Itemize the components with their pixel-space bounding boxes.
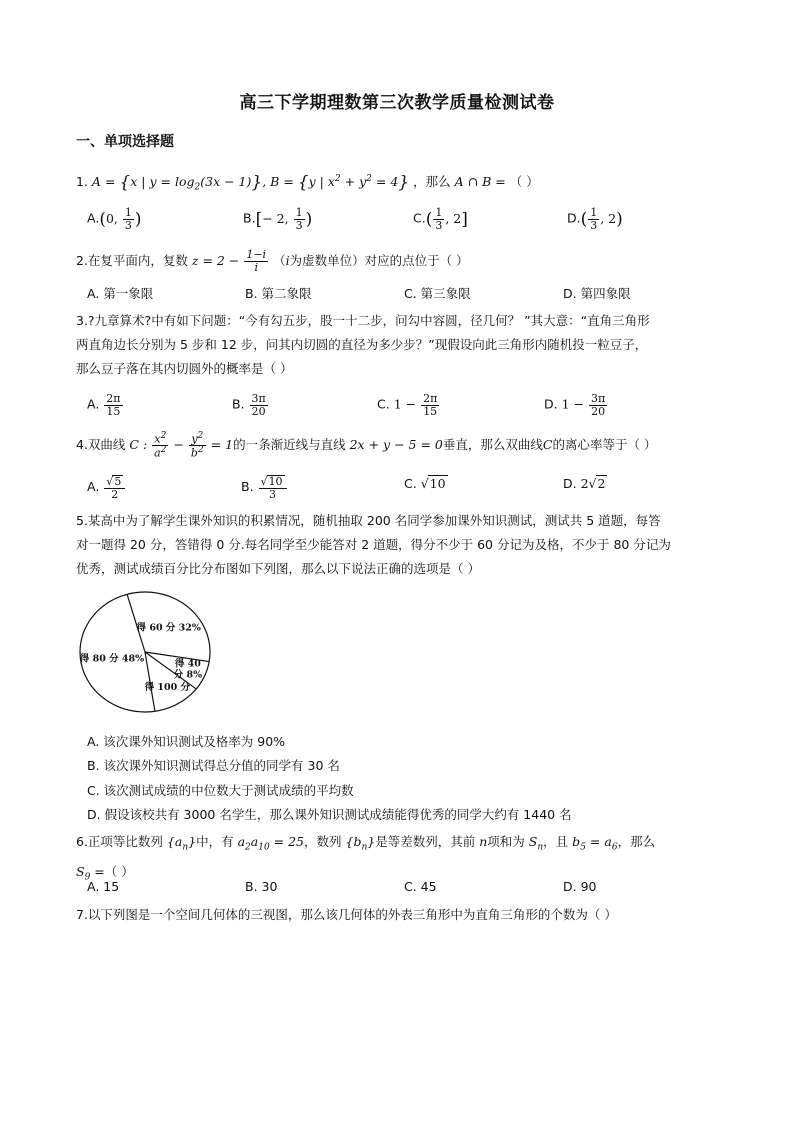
q4-option-c[interactable]: C. √10 — [404, 476, 446, 491]
q4-option-b[interactable]: B. $\frac{√10}{3}$ — [241, 475, 288, 500]
q1-blank: （ ） — [509, 174, 539, 190]
q1-option-b[interactable]: B.[− 2, $\frac{1}{3}$ ) — [243, 206, 313, 232]
q4-option-d[interactable]: D. 2√2 — [563, 476, 606, 491]
q2-imag-unit: i — [285, 253, 290, 268]
q1-option-c[interactable]: C.( $\frac{1}{3}$ , 2] — [413, 206, 468, 232]
q3-line-3: 那么豆子落在其内切圆外的概率是（ ） — [76, 361, 293, 376]
q6-option-d[interactable]: D. 90 — [563, 879, 597, 894]
question-2: 2.在复平面内，复数 z = 2 − $\frac{1-i}{i}$ （i为虚数单位）对应的点位于（ ） — [76, 248, 469, 274]
q4-options — [87, 475, 727, 499]
pie-slice-label: 得 40 分 8% — [173, 658, 203, 681]
question-5 — [76, 509, 726, 581]
score-pie-chart — [78, 590, 213, 715]
page-title: 高三下学期理数第三次教学质量检测试卷 — [239, 93, 555, 113]
q1-set-a: A = {x | $y = \log_2(3x - 1)$}, B = {y | $x^2 + y^2 = 4$} — [91, 172, 410, 193]
q3-line-2: 两直角边长分别为 5 步和 12 步，问其内切圆的直径为多少步？”现假设向此三角形内随机投一粒豆子， — [76, 337, 648, 352]
q2-option-c[interactable]: C. 第三象限 — [404, 286, 471, 301]
q6-options — [87, 879, 727, 903]
q3-option-a[interactable]: A. $\frac{2\pi}{15}$ — [87, 392, 121, 418]
pie-slice-label: 得 80 分 48% — [79, 653, 145, 665]
q6-option-c[interactable]: C. 45 — [404, 879, 437, 894]
section-heading: 一、单项选择题 — [76, 134, 174, 150]
question-6: 6.正项等比数列 $\{a_n\}$中，有 $a_2a_{10} = 25$，数列 $\{b_n\}$是等差数列，其前 n项和为 $S_n$，且 $b_5 = a_6$，那么 $S_9$ =（ ） — [76, 834, 656, 882]
q4-line: 2x + y − 5 = 0 — [349, 437, 443, 453]
q2-option-b[interactable]: B. 第二象限 — [245, 286, 312, 301]
pie-slice-label: 得 60 分 32% — [136, 622, 201, 634]
q5-option-b[interactable]: B. 该次课外知识测试得总分值的同学有 30 名 — [87, 758, 340, 773]
q3-option-b[interactable]: B. $\frac{3\pi}{20}$ — [232, 392, 266, 418]
q6-option-b[interactable]: B. 30 — [245, 879, 278, 894]
q3-line-1: 3.?九章算术?中有如下问题：“今有勾五步，股一十二步，问勾中容圆，径几何？ ”其大意：“直角三角形 — [76, 313, 650, 328]
question-3 — [76, 309, 726, 381]
pie-slice-label: 得 100 分 — [144, 682, 191, 694]
q3-option-d[interactable]: D. 1 − $\frac{3\pi}{20}$ — [544, 392, 606, 418]
q1-option-a[interactable]: A.(0, $\frac{1}{3}$ ) — [87, 206, 142, 232]
q2-option-a[interactable]: A. 第一象限 — [87, 286, 154, 301]
q2-expression: z = 2 − $\frac{1-i}{i}$ — [191, 248, 267, 274]
q2-option-d[interactable]: D. 第四象限 — [563, 286, 631, 301]
q5-line-3: 优秀，测试成绩百分比分布图如下列图，那么以下说法正确的选项是（ ） — [76, 561, 480, 576]
q5-option-d[interactable]: D. 假设该校共有 3000 名学生，那么课外知识测试成绩能得优秀的同学大约有 1440 名 — [87, 807, 572, 822]
q3-option-c[interactable]: C. 1 − $\frac{2\pi}{15}$ — [377, 392, 438, 418]
q4-hyperbola: C : $\frac{x^2}{a^2}$ − $\frac{y^2}{b^2}$ = 1 — [129, 431, 234, 460]
q1-options — [87, 207, 727, 231]
q6-option-a[interactable]: A. 15 — [87, 879, 120, 894]
q5-option-a[interactable]: A. 该次课外知识测试及格率为 90% — [87, 734, 286, 749]
question-1 — [76, 167, 726, 200]
q1-option-d[interactable]: D.( $\frac{1}{3}$ , 2) — [567, 206, 623, 232]
q5-line-2: 对一题得 20 分，答错得 0 分.每名同学至少能答对 2 道题，得分不少于 60 分记为及格，不少于 80 分记为 — [76, 537, 671, 552]
question-7: 7.以下列图是一个空间几何体的三视图，那么该几何体的外表三角形中为直角三角形的个数为（ ） — [76, 907, 617, 922]
q1-stem-text: ，那么 — [413, 174, 451, 190]
q1-number: 1. — [76, 174, 88, 190]
q3-options — [87, 393, 727, 417]
q5-line-1: 5.某高中为了解学生课外知识的积累情况，随机抽取 200 名同学参加课外知识测试，测试共 5 道题，每答 — [76, 513, 661, 528]
question-4: 4.双曲线 C : $\frac{x^2}{a^2}$ − $\frac{y^2}{b^2}$ = 1的一条渐近线与直线 2x + y − 5 = 0垂直，那么双曲线C的离心率等于（ ） — [76, 431, 657, 460]
q5-option-c[interactable]: C. 该次测试成绩的中位数大于测试成绩的平均数 — [87, 783, 354, 798]
q4-option-a[interactable]: A. $\frac{√5}{2}$ — [87, 475, 126, 500]
q1-intersection: A ∩ B = — [454, 174, 506, 190]
q2-options — [87, 284, 727, 308]
